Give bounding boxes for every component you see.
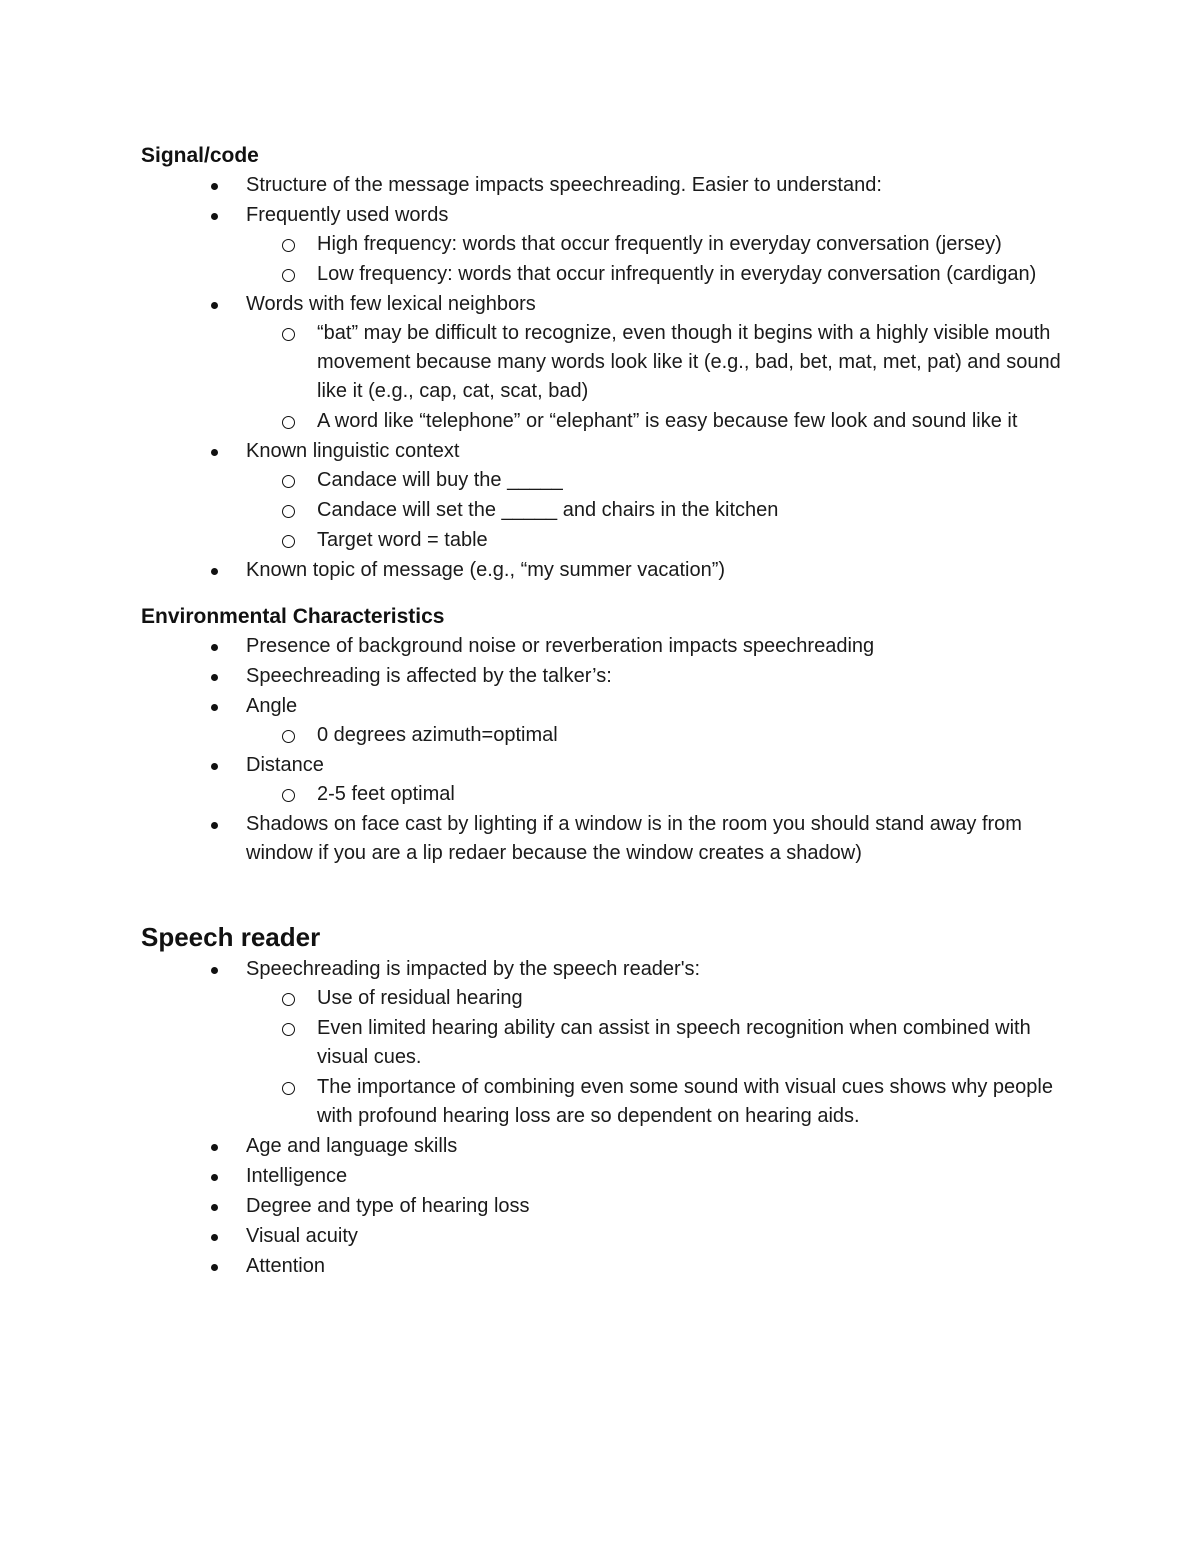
list-item-text: Angle [246,695,298,717]
bullet-circle-icon [282,416,295,429]
section-environmental-characteristics [141,602,1071,868]
list-item-text: Structure of the message impacts speechreading. Easier to understand: [246,174,882,196]
section-heading: Environmental Characteristics [141,605,445,628]
list-item-text: Speechreading is affected by the talker’s: [246,665,612,687]
list-item [246,955,1071,1131]
bullet-dot-icon [211,763,218,770]
list-item-text: Attention [246,1255,325,1277]
bullet-list [141,171,1071,585]
sub-list-item [317,260,1071,289]
sub-list-item-text: Target word = table [317,529,488,551]
spacer [141,586,1071,602]
list-item-text: Speechreading is impacted by the speech reader's: [246,958,701,980]
list-item-text: Known topic of message (e.g., “my summer vacation”) [246,559,726,581]
list-item [246,1162,1071,1191]
list-item [246,692,1071,750]
sub-list-item-text: 2-5 feet optimal [317,783,455,805]
bullet-circle-icon [282,535,295,548]
bullet-dot-icon [211,213,218,220]
sub-list-item [317,230,1071,259]
sub-list-item-text: Even limited hearing ability can assist in speech recognition when combined with visual cues. [317,1017,1031,1068]
sub-list-item-text: Use of residual hearing [317,987,523,1009]
sub-list-item [317,721,1071,750]
sub-bullet-list [246,721,1071,750]
sub-bullet-list [246,466,1071,555]
sub-list-item [317,1073,1071,1131]
bullet-circle-icon [282,239,295,252]
document-body [141,141,1071,1282]
sub-list-item-text: A word like “telephone” or “elephant” is easy because few look and sound like it [317,410,1018,432]
section-heading: Speech reader [141,922,321,952]
bullet-circle-icon [282,1023,295,1036]
bullet-list [141,632,1071,868]
sub-list-item [317,496,1071,525]
list-item-text: Frequently used words [246,204,449,226]
bullet-dot-icon [211,1264,218,1271]
list-item-text: Distance [246,754,324,776]
bullet-dot-icon [211,967,218,974]
list-item [246,290,1071,436]
bullet-dot-icon [211,704,218,711]
list-item-text: Presence of background noise or reverberation impacts speechreading [246,635,875,657]
spacer [141,869,1071,919]
list-item-text: Known linguistic context [246,440,460,462]
sub-list-item-text: 0 degrees azimuth=optimal [317,724,558,746]
bullet-circle-icon [282,328,295,341]
sub-list-item [317,526,1071,555]
sub-list-item-text: High frequency: words that occur frequently in everyday conversation (jersey) [317,233,1002,255]
sub-bullet-list [246,230,1071,289]
bullet-circle-icon [282,993,295,1006]
bullet-dot-icon [211,183,218,190]
sub-list-item [317,407,1071,436]
bullet-dot-icon [211,449,218,456]
section-signal-code [141,141,1071,585]
list-item-text: Visual acuity [246,1225,358,1247]
section-speech-reader [141,919,1071,1281]
sub-list-item [317,780,1071,809]
sub-list-item-text: Candace will set the _____ and chairs in the kitchen [317,499,779,521]
sub-bullet-list [246,780,1071,809]
sub-list-item [317,319,1071,406]
list-item-text: Words with few lexical neighbors [246,293,536,315]
list-item [246,201,1071,289]
bullet-dot-icon [211,1144,218,1151]
sub-list-item [317,984,1071,1013]
bullet-list [141,955,1071,1281]
sub-list-item-text: The importance of combining even some sound with visual cues shows why people with profound hearing loss are so dependent on hearing aids. [317,1076,1053,1127]
bullet-circle-icon [282,1082,295,1095]
sub-list-item-text: Low frequency: words that occur infrequently in everyday conversation (cardigan) [317,263,1037,285]
sub-list-item [317,1014,1071,1072]
list-item [246,632,1071,661]
bullet-circle-icon [282,269,295,282]
bullet-circle-icon [282,475,295,488]
list-item-text: Shadows on face cast by lighting if a window is in the room you should stand away from window if you are a lip redaer because the window creates a shadow) [246,813,1022,864]
sub-bullet-list [246,984,1071,1131]
bullet-dot-icon [211,1234,218,1241]
bullet-dot-icon [211,1174,218,1181]
bullet-circle-icon [282,789,295,802]
list-item [246,1252,1071,1281]
bullet-dot-icon [211,674,218,681]
list-item-text: Degree and type of hearing loss [246,1195,530,1217]
sub-bullet-list [246,319,1071,436]
list-item [246,810,1071,868]
list-item [246,556,1071,585]
list-item [246,171,1071,200]
list-item-text: Intelligence [246,1165,348,1187]
sub-list-item [317,466,1071,495]
sub-list-item-text: “bat” may be difficult to recognize, even though it begins with a highly visible mouth movement because many words look like it (e.g., bad, bet, mat, met, pat) and sound like it (e.g., cap, cat, scat, bad) [317,322,1061,402]
bullet-circle-icon [282,730,295,743]
list-item [246,1132,1071,1161]
list-item [246,1222,1071,1251]
list-item [246,751,1071,809]
bullet-circle-icon [282,505,295,518]
bullet-dot-icon [211,644,218,651]
sub-list-item-text: Candace will buy the _____ [317,469,563,491]
bullet-dot-icon [211,568,218,575]
bullet-dot-icon [211,1204,218,1211]
bullet-dot-icon [211,822,218,829]
list-item [246,1192,1071,1221]
section-heading: Signal/code [141,144,259,167]
list-item [246,662,1071,691]
list-item-text: Age and language skills [246,1135,458,1157]
list-item [246,437,1071,555]
bullet-dot-icon [211,302,218,309]
